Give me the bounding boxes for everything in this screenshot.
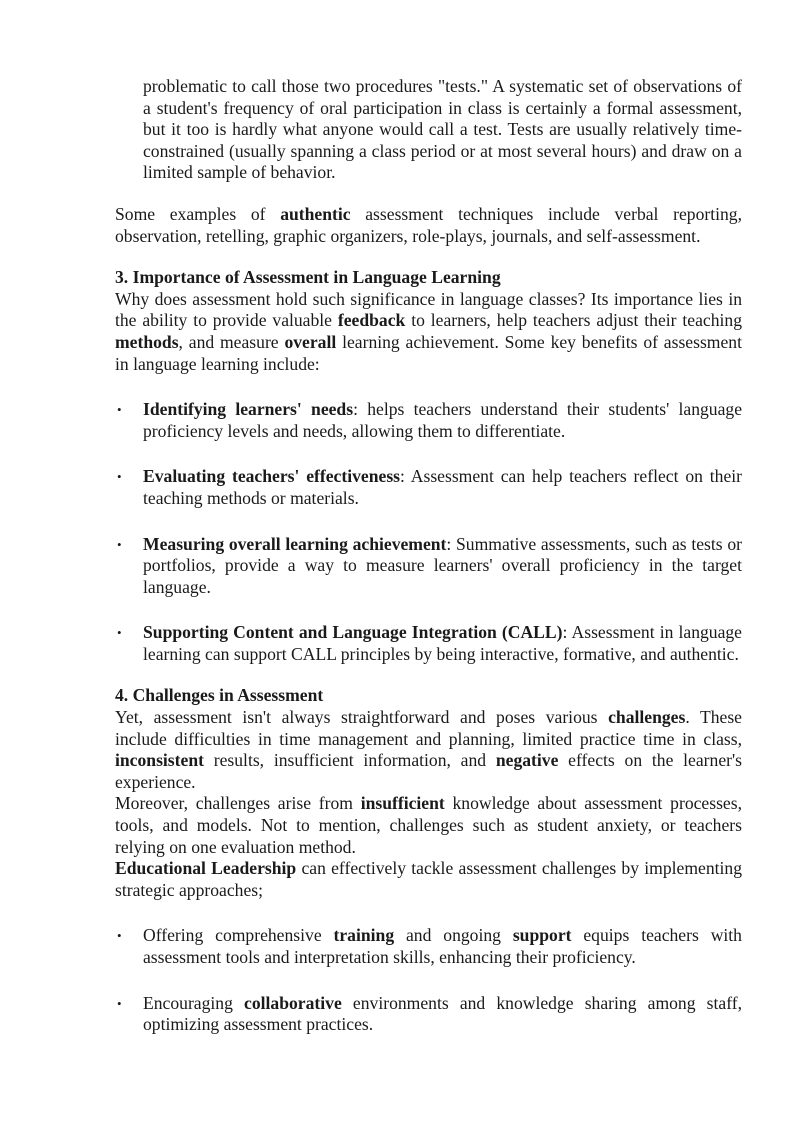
section-heading-importance: 3. Importance of Assessment in Language Learning [115, 267, 501, 288]
bold-term: methods [115, 331, 179, 352]
bullet-icon: • [117, 469, 122, 485]
bullet-icon: • [117, 928, 122, 944]
bold-term: negative [495, 750, 559, 771]
challenges-paragraph-1: Yet, assessment isn't always straightforward and poses various challenges. These include difficulties in time management and planning, limited practice time in class, inconsistent results, insufficient information, and negative effects on the learner's experience. [115, 707, 743, 792]
bold-term: collaborative [244, 992, 342, 1013]
bold-term: Measuring overall learning achievement [143, 533, 447, 554]
list-item: • Measuring overall learning achievement: Summative assessments, such as tests or portfolios, provide a way to measure learners' overall proficiency in the target language. [117, 533, 742, 597]
bold-term: overall [284, 331, 337, 352]
challenges-paragraph-3: Educational Leadership can effectively tackle assessment challenges by implementing strategic approaches; [115, 858, 742, 900]
bold-term: support [512, 925, 572, 946]
list-item: • Supporting Content and Language Integration (CALL): Assessment in language learning can support CALL principles by being interactive, formative, and authentic. [117, 622, 742, 664]
importance-paragraph: Why does assessment hold such significance in language classes? Its importance lies in the ability to provide valuable feedback to learners, help teachers adjust their teaching methods, and measure overall learning achievement. Some key benefits of assessment in language learning include: [115, 288, 743, 374]
bold-term: feedback [337, 310, 406, 331]
list-item: • Evaluating teachers' effectiveness: Assessment can help teachers reflect on their teaching methods or materials. [117, 466, 743, 508]
bullet-icon: • [117, 402, 122, 418]
list-item: • Encouraging collaborative environments and knowledge sharing among staff, optimizing assessment practices. [117, 992, 743, 1035]
bullet-icon: • [117, 536, 122, 552]
bold-term: authentic [280, 203, 351, 224]
bold-term: training [333, 925, 395, 946]
bold-term: Identifying learners' needs [143, 399, 354, 420]
benefits-list [115, 399, 742, 665]
list-item: • Identifying learners' needs: helps teachers understand their students' language proficiency levels and needs, allowing them to differentiate. [117, 399, 742, 441]
bold-term: challenges [608, 707, 686, 728]
bold-term: Educational Leadership [115, 858, 297, 879]
list-item: • Offering comprehensive training and ongoing support equips teachers with assessment tools and interpretation skills, enhancing their proficiency. [117, 925, 742, 967]
document-page [115, 76, 742, 1036]
challenges-paragraph-2: Moreover, challenges arise from insufficient knowledge about assessment processes, tools, and models. Not to mention, challenges such as student anxiety, or teachers relying on one evaluation method. [115, 793, 742, 857]
bold-term: Evaluating teachers' effectiveness [143, 466, 401, 487]
bullet-icon: • [117, 625, 122, 641]
strategies-list [115, 925, 742, 1035]
authentic-paragraph: Some examples of authentic assessment techniques include verbal reporting, observation, retelling, graphic organizers, role-plays, journals, and self-assessment. [115, 203, 743, 246]
quote-paragraph: problematic to call those two procedures "tests." A systematic set of observations of a student's frequency of oral participation in class is certainly a formal assessment, but it too is hardly what anyone would call a test. Tests are usually relatively time-constrained (usually spanning a class period or at most several hours) and draw on a limited sample of behavior. [143, 76, 742, 183]
bold-term: inconsistent [115, 750, 204, 771]
bold-term: Supporting Content and Language Integration (CALL) [143, 622, 563, 643]
bold-term: insufficient [360, 793, 445, 814]
bullet-icon: • [117, 995, 122, 1011]
section-heading-challenges: 4. Challenges in Assessment [115, 685, 324, 706]
